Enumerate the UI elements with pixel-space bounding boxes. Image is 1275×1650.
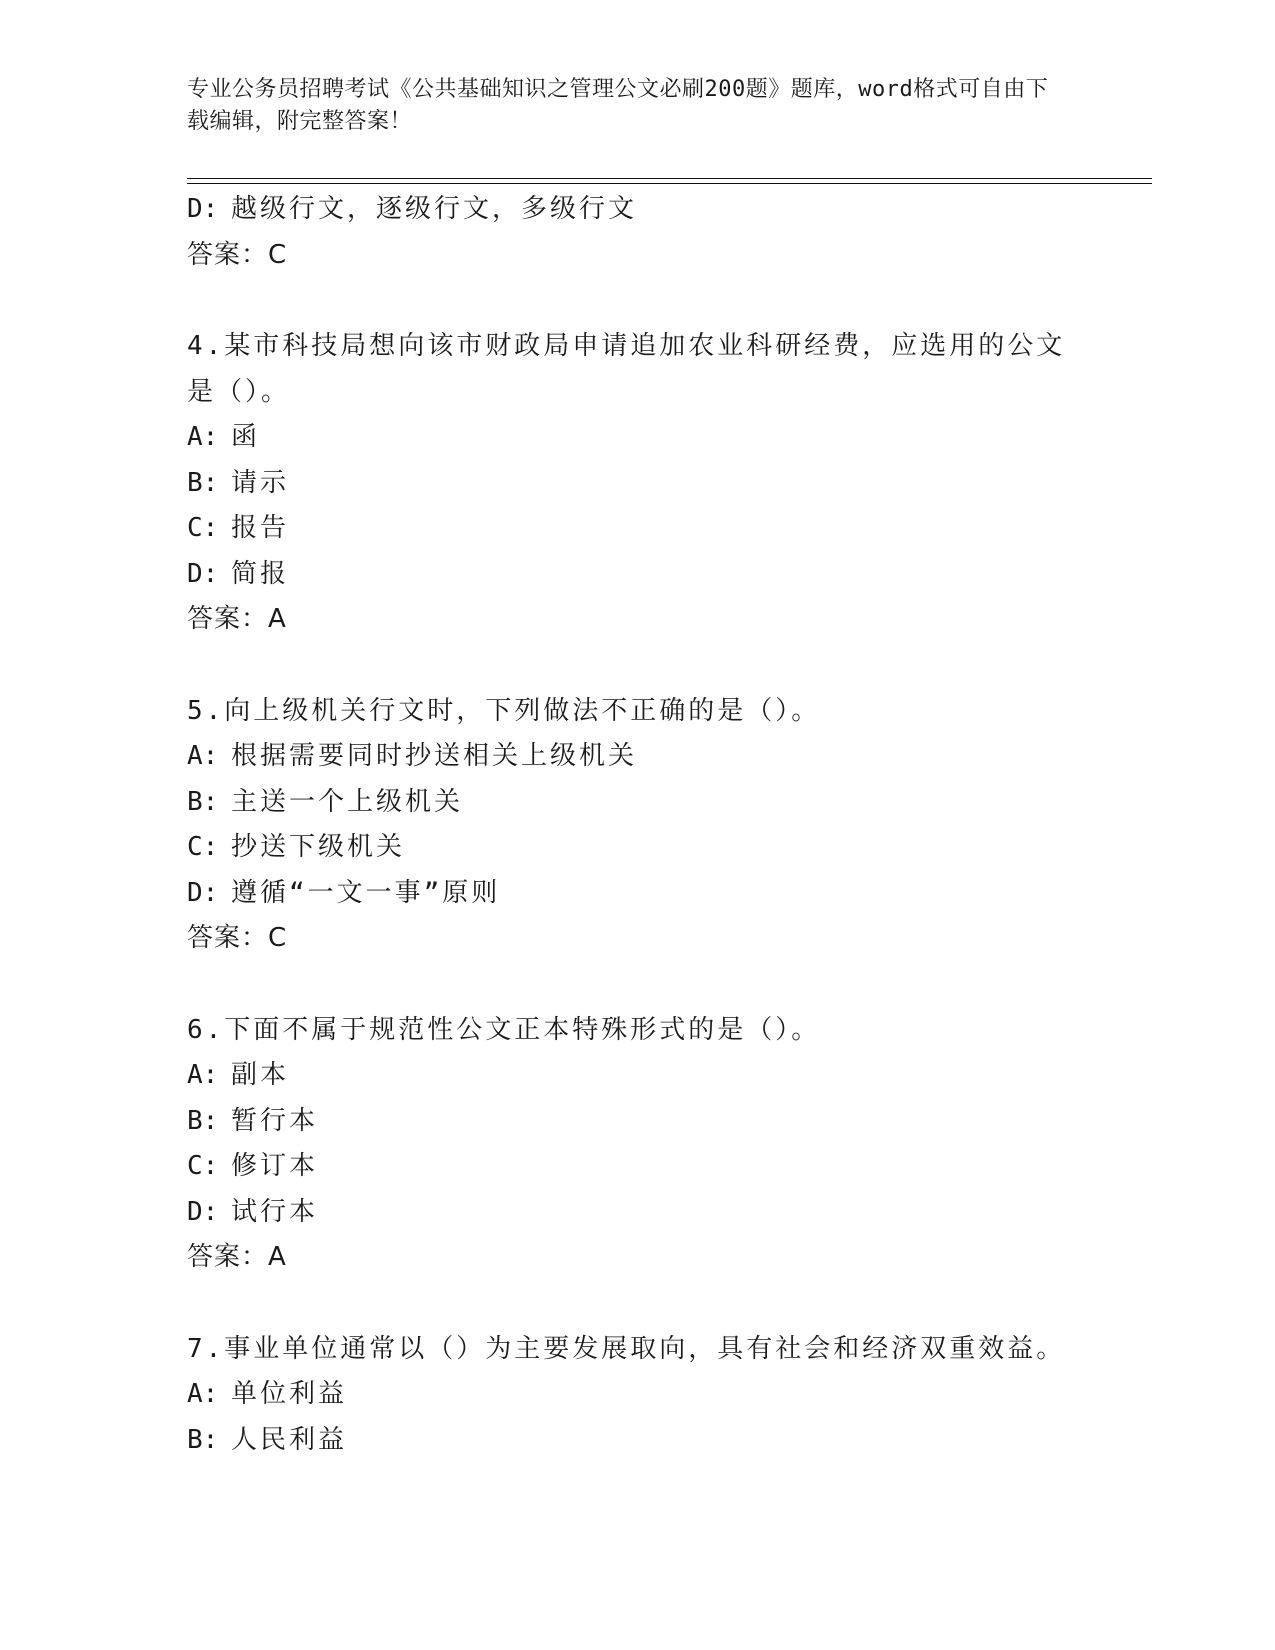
option-text: 暂行本 bbox=[231, 1105, 319, 1136]
header-text: 专业公务员招聘考试《公共基础知识之管理公文必刷200题》题库，word格式可自由下载编辑，附完整答案！ bbox=[187, 77, 1049, 134]
q4-answer: 答案：A bbox=[187, 604, 287, 634]
option-text: 请示 bbox=[231, 467, 290, 498]
spacer bbox=[187, 962, 1087, 1008]
q3-option-d bbox=[187, 187, 1087, 233]
option-text: 函 bbox=[231, 422, 261, 452]
spacer bbox=[187, 278, 1087, 324]
q4-option-a bbox=[187, 415, 1087, 461]
q6-answer: 答案：A bbox=[187, 1242, 287, 1272]
option-label: C: bbox=[187, 1151, 219, 1181]
q3-answer: 答案：C bbox=[187, 239, 288, 270]
option-label: C: bbox=[187, 832, 219, 862]
option-label: D: bbox=[187, 558, 219, 589]
q4-option-c bbox=[187, 506, 1087, 552]
q5-option-b bbox=[187, 780, 1087, 826]
option-text: 报告 bbox=[231, 513, 290, 543]
header-divider-top bbox=[187, 178, 1152, 179]
option-text: 人民利益 bbox=[231, 1424, 348, 1455]
q4-question-line1: 4.某市科技局想向该市财政局申请追加农业科研经费，应选用的公文 bbox=[187, 331, 1066, 361]
option-text: 主送一个上级机关 bbox=[231, 786, 464, 817]
q7-option-a bbox=[187, 1372, 1087, 1418]
q7-option-b bbox=[187, 1418, 1087, 1464]
option-label: D: bbox=[187, 194, 219, 224]
option-label: A: bbox=[187, 422, 219, 452]
header-divider-bottom bbox=[187, 183, 1152, 184]
q5-option-c bbox=[187, 825, 1087, 871]
option-text: 根据需要同时抄送相关上级机关 bbox=[231, 741, 638, 771]
option-text: 单位利益 bbox=[231, 1379, 348, 1409]
option-label: D: bbox=[187, 1196, 219, 1227]
q5-answer: 答案：C bbox=[187, 923, 288, 953]
q4-option-b bbox=[187, 461, 1087, 507]
q4-option-d bbox=[187, 552, 1087, 598]
option-text: 修订本 bbox=[231, 1151, 319, 1181]
option-label: A: bbox=[187, 1379, 219, 1409]
q5-option-d bbox=[187, 871, 1087, 917]
q7-question: 7.事业单位通常以（）为主要发展取向，具有社会和经济双重效益。 bbox=[187, 1333, 1066, 1364]
option-text: 副本 bbox=[231, 1060, 290, 1090]
option-label: C: bbox=[187, 513, 219, 543]
option-text: 试行本 bbox=[231, 1196, 319, 1227]
option-text: 越级行文，逐级行文，多级行文 bbox=[231, 194, 638, 224]
spacer bbox=[187, 1281, 1087, 1327]
option-label: B: bbox=[187, 467, 219, 498]
option-text: 简报 bbox=[231, 558, 290, 589]
option-label: B: bbox=[187, 1105, 219, 1136]
q6-option-c bbox=[187, 1144, 1087, 1190]
q5-option-a bbox=[187, 734, 1087, 780]
q6-question: 6.下面不属于规范性公文正本特殊形式的是（）。 bbox=[187, 1014, 821, 1045]
q6-option-b bbox=[187, 1099, 1087, 1145]
option-text: 抄送下级机关 bbox=[231, 832, 406, 862]
question-list bbox=[187, 187, 1087, 1463]
option-label: B: bbox=[187, 786, 219, 817]
option-label: D: bbox=[187, 877, 219, 908]
q5-question: 5.向上级机关行文时，下列做法不正确的是（）。 bbox=[187, 695, 821, 726]
option-label: A: bbox=[187, 741, 219, 771]
option-label: A: bbox=[187, 1060, 219, 1090]
spacer bbox=[187, 643, 1087, 689]
option-text: 遵循“一文一事”原则 bbox=[231, 877, 501, 908]
option-label: B: bbox=[187, 1424, 219, 1455]
document-header bbox=[187, 74, 1067, 138]
q6-option-a bbox=[187, 1053, 1087, 1099]
q4-question-line2: 是（）。 bbox=[187, 376, 291, 407]
q6-option-d bbox=[187, 1190, 1087, 1236]
